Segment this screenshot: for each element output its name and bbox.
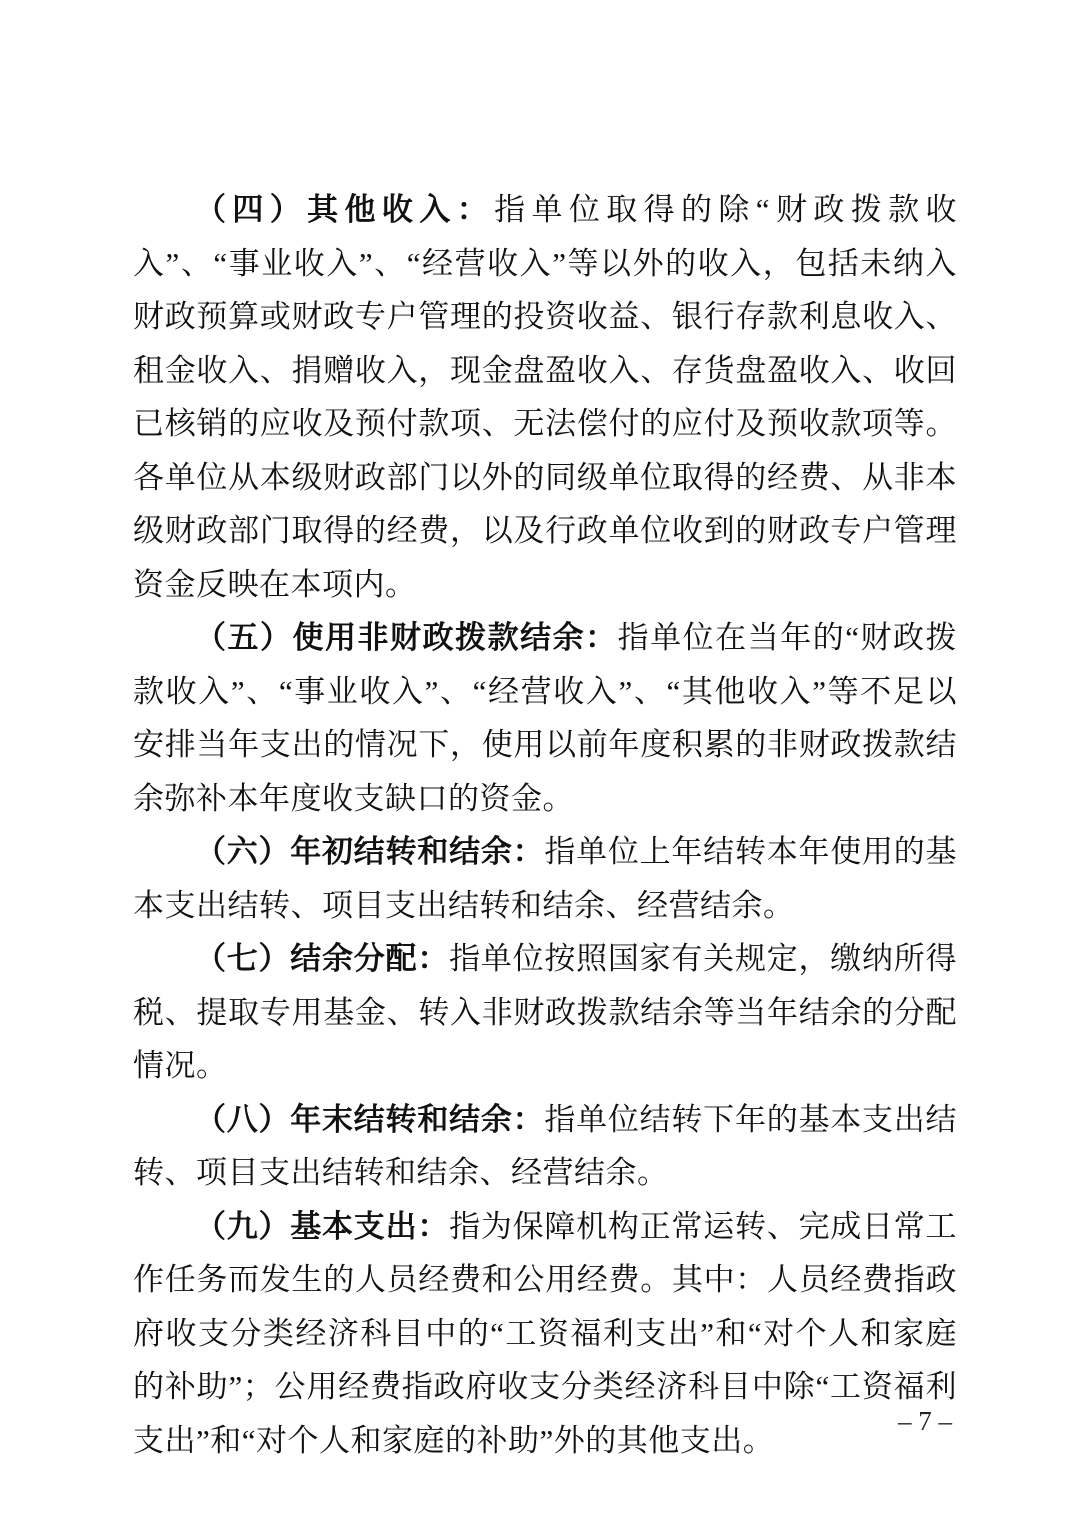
paragraph-heading: （九）基本支出： (195, 1208, 450, 1244)
document-body (133, 183, 957, 1467)
paragraph-heading: （六）年初结转和结余： (195, 834, 545, 869)
paragraph-basic-expenditure (133, 1200, 957, 1468)
paragraph-year-end-carryover (133, 1093, 957, 1200)
paragraph-text: 指单位按照国家有关规定，缴纳所得税、提取专用基金、转入非财政拨款结余等当年结余的分配情况。 (133, 941, 958, 1083)
paragraph-heading: （五）使用非财政拨款结余： (195, 620, 618, 655)
paragraph-text: 指为保障机构正常运转、完成日常工作任务而发生的人员经费和公用经费。其中：人员经费指政府收支分类经济科目中的“工资福利支出”和“对个人和家庭的补助”；公用经费指政府收支分类经济科目中除“工资福利支出”和“对个人和家庭的补助”外的其他支出。 (133, 1208, 958, 1458)
paragraph-text: 指单位上年结转本年使用的基本支出结转、项目支出结转和结余、经营结余。 (133, 834, 958, 923)
page-number: – 7 – (898, 1406, 952, 1436)
paragraph-text: 指单位结转下年的基本支出结转、项目支出结转和结余、经营结余。 (133, 1101, 958, 1190)
paragraph-use-of-non-fiscal-surplus (133, 611, 957, 825)
paragraph-beginning-year-carryover (133, 825, 957, 932)
paragraph-other-income (133, 183, 957, 611)
paragraph-surplus-distribution (133, 932, 957, 1093)
paragraph-text: 指单位取得的除“财政拨款收入”、“事业收入”、“经营收入”等以外的收入，包括未纳入财政预算或财政专户管理的投资收益、银行存款利息收入、租金收入、捐赠收入，现金盘盈收入、存货盘盈收入、收回已核销的应收及预付款项、无法偿付的应付及预收款项等。各单位从本级财政部门以外的同级单位取得的经费、从非本级财政部门取得的经费，以及行政单位收到的财政专户管理资金反映在本项内。 (133, 192, 957, 602)
paragraph-heading: （八）年末结转和结余： (195, 1101, 545, 1137)
paragraph-heading: （四）其他收入： (195, 192, 495, 227)
paragraph-text: 指单位在当年的“财政拨款收入”、“事业收入”、“经营收入”、“其他收入”等不足以安排当年支出的情况下，使用以前年度积累的非财政拨款结余弥补本年度收支缺口的资金。 (133, 620, 958, 816)
paragraph-heading: （七）结余分配： (195, 941, 450, 976)
